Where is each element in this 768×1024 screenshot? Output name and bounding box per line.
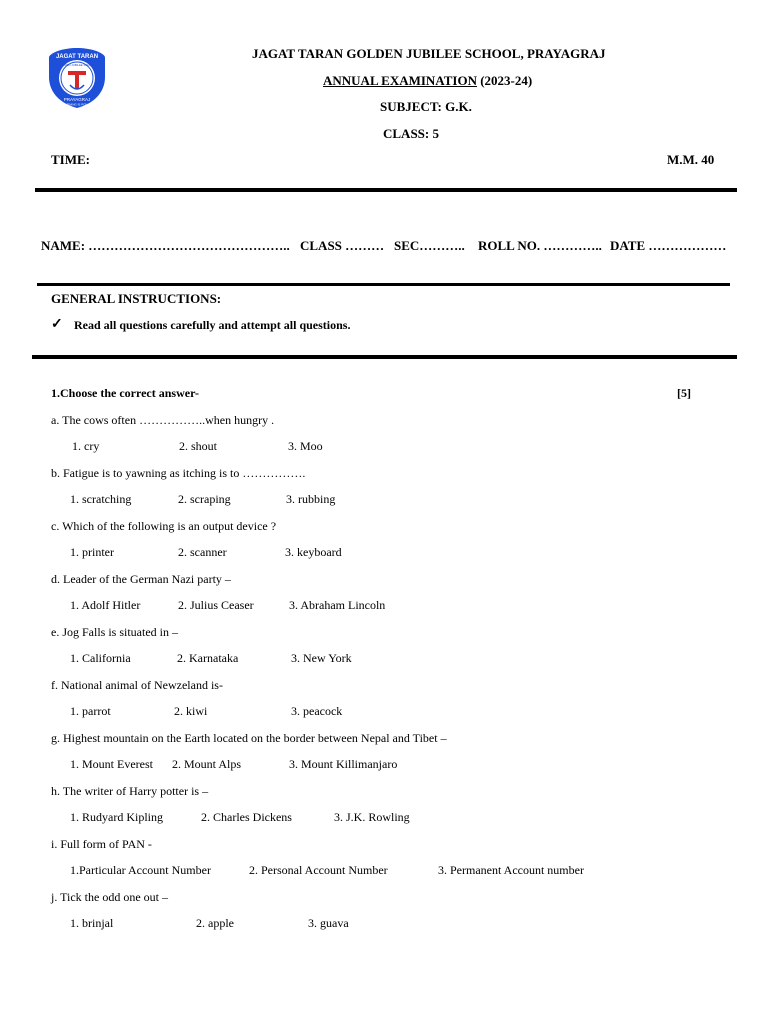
school-name: JAGAT TARAN GOLDEN JUBILEE SCHOOL, PRAYAGRAJ: [252, 46, 606, 61]
question-text: f. National animal of Newzeland is-: [51, 678, 223, 692]
name-field: NAME: ………………………………………..: [41, 238, 290, 253]
answer-option: 1. parrot: [70, 704, 111, 718]
question-text: h. The writer of Harry potter is –: [51, 784, 209, 798]
max-marks: M.M. 40: [667, 152, 715, 167]
answer-option: 1. cry: [72, 439, 100, 453]
question-text: b. Fatigue is to yawning as itching is to …………….: [51, 466, 306, 480]
answer-option: 3. Mount Killimanjaro: [289, 757, 398, 771]
answer-option: 3. guava: [308, 916, 349, 930]
answer-option: 1. brinjal: [70, 916, 114, 930]
answer-option: 2. Julius Ceaser: [178, 598, 254, 612]
answer-option: 2. Karnataka: [177, 651, 239, 665]
exam-year: (2023-24): [480, 73, 533, 88]
sec-field: SEC………..: [394, 238, 465, 253]
answer-option: 2. shout: [179, 439, 218, 453]
class-field: CLASS ………: [300, 238, 385, 253]
answer-option: 1.Particular Account Number: [70, 863, 211, 877]
check-icon: ✓: [51, 317, 63, 332]
answer-option: 2. apple: [196, 916, 234, 930]
answer-option: 1. California: [70, 651, 131, 665]
answer-option: 1. Rudyard Kipling: [70, 810, 163, 824]
time-label: TIME:: [51, 152, 90, 167]
school-crest-icon: [46, 47, 108, 109]
instructions-divider: [32, 355, 737, 359]
answer-option: 1. printer: [70, 545, 114, 559]
section-marks: [5]: [677, 386, 691, 400]
answer-option: 2. scanner: [178, 545, 227, 559]
class-label: CLASS: 5: [383, 126, 439, 141]
answer-option: 2. scraping: [178, 492, 231, 506]
answer-option: 2. Mount Alps: [172, 757, 242, 771]
question-text: e. Jog Falls is situated in –: [51, 625, 178, 639]
answer-option: 3. keyboard: [285, 545, 342, 559]
answer-option: 3. Permanent Account number: [438, 863, 584, 877]
instructions-title: GENERAL INSTRUCTIONS:: [51, 291, 222, 306]
svg-text:PRAYAGRAJ: PRAYAGRAJ: [63, 97, 91, 102]
svg-text:GOLDEN JUBILEE SCHOOL: GOLDEN JUBILEE SCHOOL: [58, 63, 96, 67]
answer-option: 3. rubbing: [286, 492, 336, 506]
date-field: DATE ………………: [610, 238, 727, 253]
answer-option: 1. Adolf Hitler: [70, 598, 141, 612]
question-text: j. Tick the odd one out –: [51, 890, 169, 904]
instruction-item: Read all questions carefully and attempt all questions.: [74, 318, 351, 332]
exam-title: [323, 73, 532, 89]
answer-option: 2. Charles Dickens: [201, 810, 292, 824]
roll-field: ROLL NO. …………..: [478, 238, 602, 253]
school-logo: [46, 47, 108, 109]
svg-text:LEARNING IS POWER: LEARNING IS POWER: [61, 102, 93, 107]
section-title: 1.Choose the correct answer-: [51, 386, 199, 400]
header-divider: [35, 188, 737, 192]
answer-option: 3. J.K. Rowling: [334, 810, 410, 824]
fields-divider: [37, 283, 730, 286]
answer-option: 3. New York: [291, 651, 352, 665]
answer-option: 3. peacock: [291, 704, 343, 718]
question-text: d. Leader of the German Nazi party –: [51, 572, 231, 586]
answer-option: 3. Moo: [288, 439, 323, 453]
exam-name: ANNUAL EXAMINATION: [323, 73, 477, 88]
answer-option: 1. Mount Everest: [70, 757, 153, 771]
answer-option: 1. scratching: [70, 492, 132, 506]
answer-option: 3. Abraham Lincoln: [289, 598, 386, 612]
answer-option: 2. Personal Account Number: [249, 863, 388, 877]
question-text: i. Full form of PAN -: [51, 837, 152, 851]
svg-text:JAGAT TARAN: JAGAT TARAN: [55, 54, 99, 60]
subject: SUBJECT: G.K.: [380, 99, 472, 114]
question-text: c. Which of the following is an output device ?: [51, 519, 277, 533]
question-text: g. Highest mountain on the Earth located on the border between Nepal and Tibet –: [51, 731, 447, 745]
question-text: a. The cows often ……………..when hungry .: [51, 413, 275, 427]
answer-option: 2. kiwi: [174, 704, 208, 718]
